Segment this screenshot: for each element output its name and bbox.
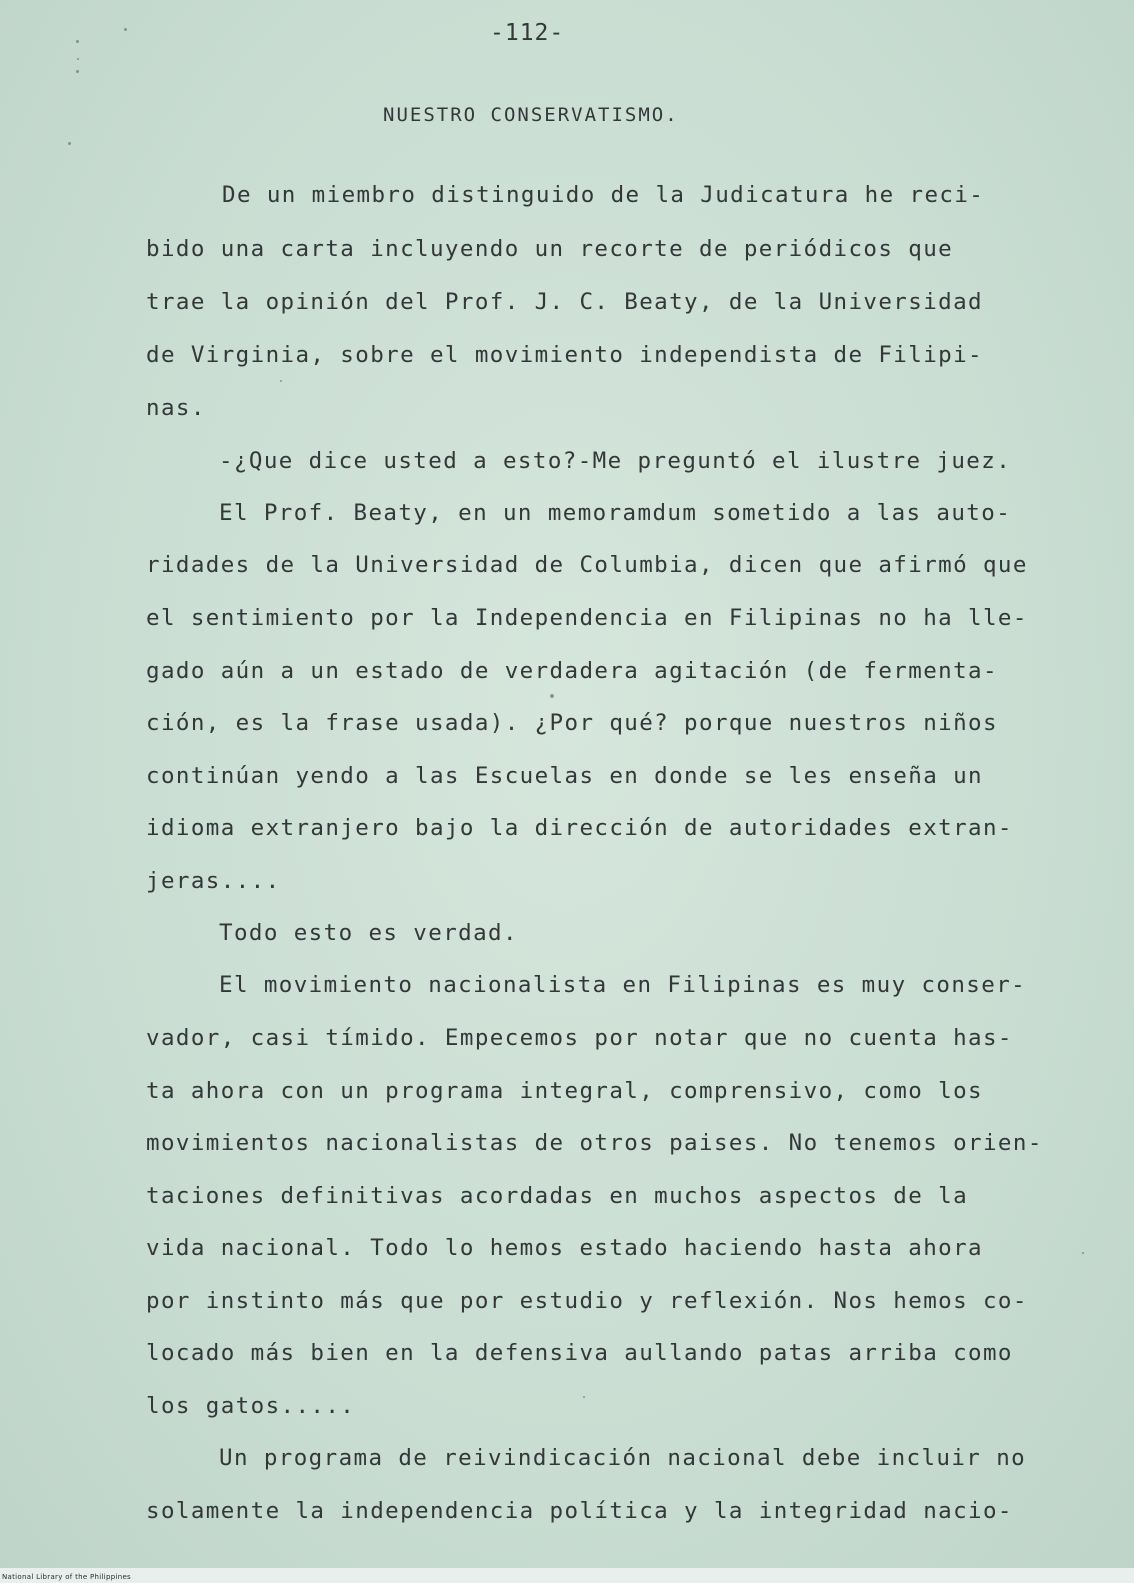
text-line: Todo esto es verdad.	[219, 920, 518, 946]
text-line: ta ahora con un programa integral, comprensivo, como los	[146, 1078, 983, 1104]
text-line: ción, es la frase usada). ¿Por qué? porque nuestros niños	[146, 710, 998, 736]
text-line: -¿Que dice usted a esto?-Me preguntó el ilustre juez.	[219, 448, 1012, 474]
text-line: De un miembro distinguido de la Judicatura he reci-	[222, 182, 985, 208]
text-line: ridades de la Universidad de Columbia, dicen que afirmó que	[146, 552, 1028, 578]
text-line: El movimiento nacionalista en Filipinas es muy conser-	[219, 972, 1027, 998]
text-line: bido una carta incluyendo un recorte de periódicos que	[146, 236, 954, 262]
text-line: de Virginia, sobre el movimiento independista de Filipi-	[146, 342, 983, 368]
footer-strip	[0, 1568, 1134, 1583]
text-line: nas.	[146, 395, 206, 421]
text-line: continúan yendo a las Escuelas en donde se les enseña un	[146, 763, 983, 789]
text-line: Un programa de reivindicación nacional debe incluir no	[219, 1445, 1027, 1471]
text-line: por instinto más que por estudio y reflexión. Nos hemos co-	[146, 1288, 1028, 1314]
page-title: NUESTRO CONSERVATISMO.	[383, 104, 679, 126]
text-line: gado aún a un estado de verdadera agitación (de fermenta-	[146, 658, 998, 684]
text-line: idioma extranjero bajo la dirección de autoridades extran-	[146, 815, 1013, 841]
text-line: taciones definitivas acordadas en muchos aspectos de la	[146, 1183, 969, 1209]
text-line: vador, casi tímido. Empecemos por notar que no cuenta has-	[146, 1025, 1013, 1051]
text-line: solamente la independencia política y la integridad nacio-	[146, 1498, 1013, 1524]
text-line: jeras....	[146, 868, 281, 894]
page-number: -112-	[490, 20, 565, 46]
text-line: el sentimiento por la Independencia en Filipinas no ha lle-	[146, 605, 1028, 631]
text-line: vida nacional. Todo lo hemos estado haciendo hasta ahora	[146, 1235, 983, 1261]
text-line: los gatos.....	[146, 1393, 356, 1419]
text-line: trae la opinión del Prof. J. C. Beaty, de la Universidad	[146, 289, 983, 315]
text-line: locado más bien en la defensiva aullando patas arriba como	[146, 1340, 1013, 1366]
text-line: El Prof. Beaty, en un memoramdum sometido a las auto-	[219, 500, 1012, 526]
text-line: movimientos nacionalistas de otros paises. No tenemos orien-	[146, 1130, 1043, 1156]
footer-credit: National Library of the Philippines	[2, 1573, 131, 1581]
